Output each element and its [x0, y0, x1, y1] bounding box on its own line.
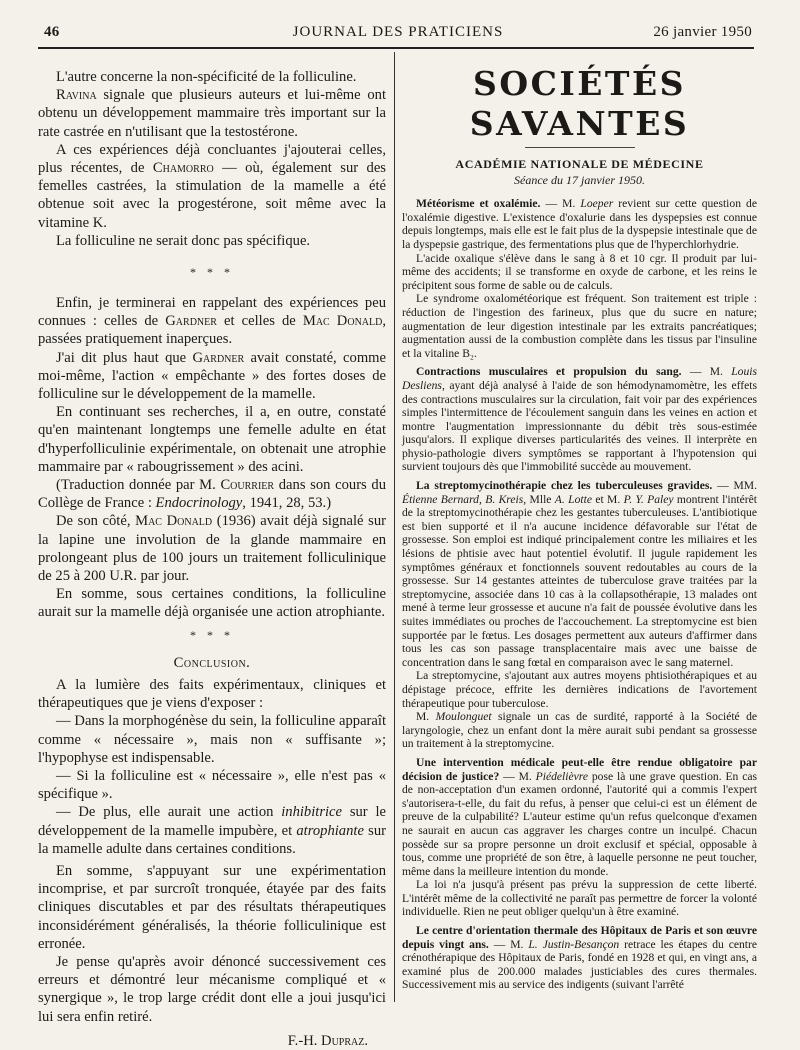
paragraph-text: Enfin, je terminerai en rappelant des expériences peu connues : celles de [38, 295, 386, 330]
journal-citation: Endocrinology [155, 495, 243, 512]
paragraph [38, 86, 386, 141]
paragraph-text: De son côté, [56, 513, 136, 530]
title-rule [525, 147, 635, 148]
issue-date: 26 janvier 1950 [653, 24, 752, 40]
report-text: revient sur cette question de l'oxalémie digestive. L'existence d'oxalurie dans les dyspepsies est connue depuis longtemps, mais elle est le fait plus de la dyspepsie intestinale que de la dyspepsie gastrique, des fermentations plus que de l'hyperchlorhydrie. [402, 197, 757, 251]
session-date: Séance du 17 janvier 1950. [514, 172, 645, 187]
author-signature: F.-H. Dupraz. [287, 1032, 368, 1049]
paragraph: A la lumière des faits expérimentaux, cliniques et thérapeutiques que je viens d'exposer : [38, 676, 386, 712]
report-text: montrent l'intérêt de la streptomycinothérapie chez les gestantes tuberculeuses. L'antibiotique est bien supporté et il n'a aucune incidence défavorable sur l'état de grossesse. Son emploi est indiqué principalement contre les miliaires et les lésions de phtisie avec haut potentiel évolutif. Il jugule rapidement les symptômes généraux et fonctionnels souvent redoutables au cours de la grossesse. Sur 14 gestantes atteintes de tuberculose grave traitées par la streptomycine, associée dans 10 cas à la collapsothérapie, 13 malades ont mené à terme leur grossesse et aucune n'a fait de poussée évolutive dans les suites immédiates ou proches de l'accouchement. La streptomycine est bien supportée par le fœtus. Les dosages permettent aux auteurs d'affirmer dans tous les cas son passage transplacentaire mais avec une baisse de concentration dans le sang fœtal en comparaison avec le sang maternel. [402, 492, 757, 669]
paragraph-text: A ces expériences déjà concluantes j'ajouterai celles, plus récentes, de [38, 141, 386, 177]
paragraph-text: dans son cours du Collège de France : [38, 477, 386, 512]
author-name: Gardner [165, 313, 217, 330]
paragraph-text: , 1941, 28, 53.) [242, 495, 332, 512]
paragraph-text: J'ai dit plus haut que [56, 349, 193, 366]
report-paragraph: La streptomycine, s'ajoutant aux autres moyens phtisiothérapiques et au dépistage précoce, effrite les dernières indications de l'avortement thérapeutique pour tuberculose. [402, 669, 757, 710]
report-text: — M. [681, 365, 732, 379]
report-text: — M. [488, 937, 529, 951]
report-text: M. [416, 710, 436, 724]
paragraph [38, 141, 386, 232]
author-name: Mac Donald [135, 513, 213, 530]
section-separator: * * * [190, 627, 234, 642]
paragraph-text: (1936) avait déjà signalé sur la lapine une involution de la glande mammaire en prolongeant plus de 100 jours un traitement folliculinique de 25 à 200 U.R. par jour. [38, 513, 386, 585]
paragraph: L'autre concerne la non-spécificité de la folliculine. [56, 69, 357, 85]
right-column [402, 64, 757, 992]
author-name: Mac Donald [302, 313, 383, 330]
paragraph-text: — De plus, elle aurait une action [56, 804, 282, 821]
left-column [38, 68, 386, 1050]
report-item [402, 365, 757, 474]
paragraph-text: signale que plusieurs auteurs et lui-même ont obtenu un développement mammaire très important sur la rate castrée en n'utilisant que la testostérone. [38, 87, 386, 140]
report-title: Météorisme et oxalémie. [416, 197, 541, 211]
academy-heading: ACADÉMIE NATIONALE DE MÉDECINE [455, 157, 704, 171]
paragraph [38, 803, 386, 858]
report-paragraph: L'acide oxalique s'élève dans le sang à 8 et 10 cgr. Il produit par lui-même des accidents; il se transforme en oxyde de carbone, et les reins le précipitent sous forme de sable ou de calculs. [402, 251, 757, 292]
paragraph-text: — où, également sur des femelles castrées, la stimulation de la mamelle a été obtenue soit avec la progestérone, soit même avec la vitamine K. [38, 160, 386, 231]
author-name: P. Y. Paley [623, 492, 674, 506]
report-text: , ayant déjà analysé à l'aide de son hémodynamomètre, les effets des contractions musculaires sur la circulation, fait voir par des expériences simples l'intermittence de l'écoulement sanguin dans les veines en action et montre l'augmentation impressionnante du débit très sous-estimée jusqu'alors. Il explique diverses particularités des veines. Il interprète en physio-pathologie divers symptômes se rapportant à l'hypotension qui survient toujours dès que l'immobilité succède au mouvement. [402, 378, 757, 474]
paragraph-text: sur la mamelle adulte dans certaines conditions. [38, 822, 386, 857]
report-text: et M. [591, 492, 624, 506]
author-name: Chamorro [152, 160, 214, 177]
report-text: signale un cas de surdité, rapporté à la Société de laryngologie, chez un enfant dont la mère aurait subi pendant sa grossesse un traitement à la streptomycine. [402, 710, 758, 751]
author-name: Louis Desliens [402, 365, 758, 392]
report-item [402, 924, 757, 992]
section-title: SOCIÉTÉS SAVANTES [469, 64, 690, 143]
paragraph: — Si la folliculine est « nécessaire », elle n'est pas « spécifique ». [38, 767, 386, 803]
report-text: — M. [499, 769, 536, 783]
paragraph: — Dans la morphogénèse du sein, la folliculine apparaît comme « nécessaire », mais non « suffisante »; l'hypophyse est indispensable. [38, 713, 386, 766]
author-name: L. Justin-Besançon [528, 937, 620, 951]
paragraph-text: avait constaté, comme moi-même, l'action « empêchante » des fortes doses de folliculine sur le développement de la mamelle. [38, 349, 386, 403]
report-paragraph [402, 710, 757, 751]
report-title: Contractions musculaires et propulsion du sang. [416, 365, 682, 379]
author-name: Étienne Bernard, B. Kreis [402, 492, 524, 506]
paragraph: La folliculine ne serait donc pas spécifique. [56, 232, 311, 249]
paragraph-text: et celles de [216, 313, 303, 330]
emphasis: atrophiante [296, 822, 364, 839]
report-item [402, 479, 757, 669]
page-header [44, 22, 752, 44]
journal-title: JOURNAL DES PRATICIENS [292, 24, 504, 40]
report-item [402, 756, 757, 878]
paragraph-text: (Traduction donnée par M. [56, 477, 221, 494]
paragraph: Je pense qu'après avoir dénoncé successivement ces erreurs et démontré leur mécanisme compliqué et « synergique », le trop large crédit dont elle a joui jusqu'ici lui sera enfin retiré. [38, 953, 386, 1025]
header-rule [38, 47, 754, 49]
author-name: Moulonguet [435, 710, 492, 724]
page-number: 46 [44, 24, 60, 40]
report-text: — M. [540, 197, 581, 211]
paragraph [38, 349, 386, 404]
report-title: Une intervention médicale peut-elle être rendue obligatoire par décision de justice? [402, 755, 757, 783]
report-paragraph: La loi n'a jusqu'à présent pas prévu la suppression de cette liberté. L'intérêt même de la collectivité ne paraît pas permettre de forcer la volonté individuelle. Rien ne peut obliger quelqu'un à être examiné. [402, 878, 757, 919]
report-text: retrace les étapes du centre crénothérapique des Hôpitaux de Paris, fondé en 1928 et qui, en vingt ans, a examiné plus de 200.000 malades justiciables des cures thermales. Successivement mis au service des indigents (suivant l'arrêté [402, 937, 758, 992]
paragraph [38, 294, 386, 349]
report-text: pose là une grave question. En cas de non-acceptation d'un examen ordonné, l'autorité qui a commis l'expert s'autorisera-t-elle, du fait du refus, à penser que celui-ci est un élément de preuve de la culpabilité? L'auteur estime qu'un refus quelconque d'examen ne saurait en aucun cas aggraver les charges contre un inculpé. Chacun possède sur sa propre personne un droit exclusif et spécial, opposable à tous, comme une propriété de son être, à laquelle personne ne peut toucher, même dans la meilleure intention du monde. [402, 769, 757, 878]
column-divider [394, 52, 395, 1002]
paragraph-text: sur le développement de la mamelle impubère, et [38, 804, 387, 839]
paragraph-text: , passées pratiquement inaperçues. [38, 313, 386, 348]
paragraph: En continuant ses recherches, il a, en outre, constaté qu'en maintenant longtemps une femelle adulte en état d'hyperfolliculinie expérimentale, on obtenait une atrophie mammaire par « rabougrissement » des acini. [38, 404, 386, 475]
paragraph [38, 476, 386, 512]
report-title: La streptomycinothérapie chez les tuberculeuses gravides. [416, 479, 713, 493]
author-name: Courrier [220, 477, 275, 494]
emphasis: inhibitrice [281, 804, 343, 821]
author-name: Piédelièvre [535, 769, 588, 783]
report-text: , Mlle [523, 492, 555, 506]
report-item [402, 197, 757, 251]
report-paragraph: Le syndrome oxalométéorique est fréquent. Son traitement est triple : réduction de l'ingestion des farineux, plus que du sucre en nature; augmentation de leur digestion intestinale par les extraits pancréatiques; augmentation aussi de la combustion complète dans les tissus par l'insuline et la vitaline B₂. [402, 292, 757, 360]
paragraph [38, 512, 386, 585]
author-name: Gardner [192, 349, 245, 366]
section-separator: * * * [190, 265, 234, 280]
author-name: Ravina [56, 87, 97, 104]
report-title: Le centre d'orientation thermale des Hôpitaux de Paris et son œuvre depuis vingt ans. [402, 924, 757, 951]
author-name: Loeper [580, 197, 614, 211]
report-text: — MM. [712, 479, 757, 493]
author-name: A. Lotte [554, 492, 592, 506]
paragraph: En somme, s'appuyant sur une expérimentation incomprise, et par surcroît tronquée, étayée par des faits cliniques discutables et par des résultats thérapeutiques inconsidérément généralisés, la théorie folliculinique est erronée. [38, 862, 386, 952]
paragraph: En somme, sous certaines conditions, la folliculine aurait sur la mamelle déjà organisée une action atrophiante. [38, 586, 386, 621]
section-heading: Conclusion. [173, 654, 251, 671]
